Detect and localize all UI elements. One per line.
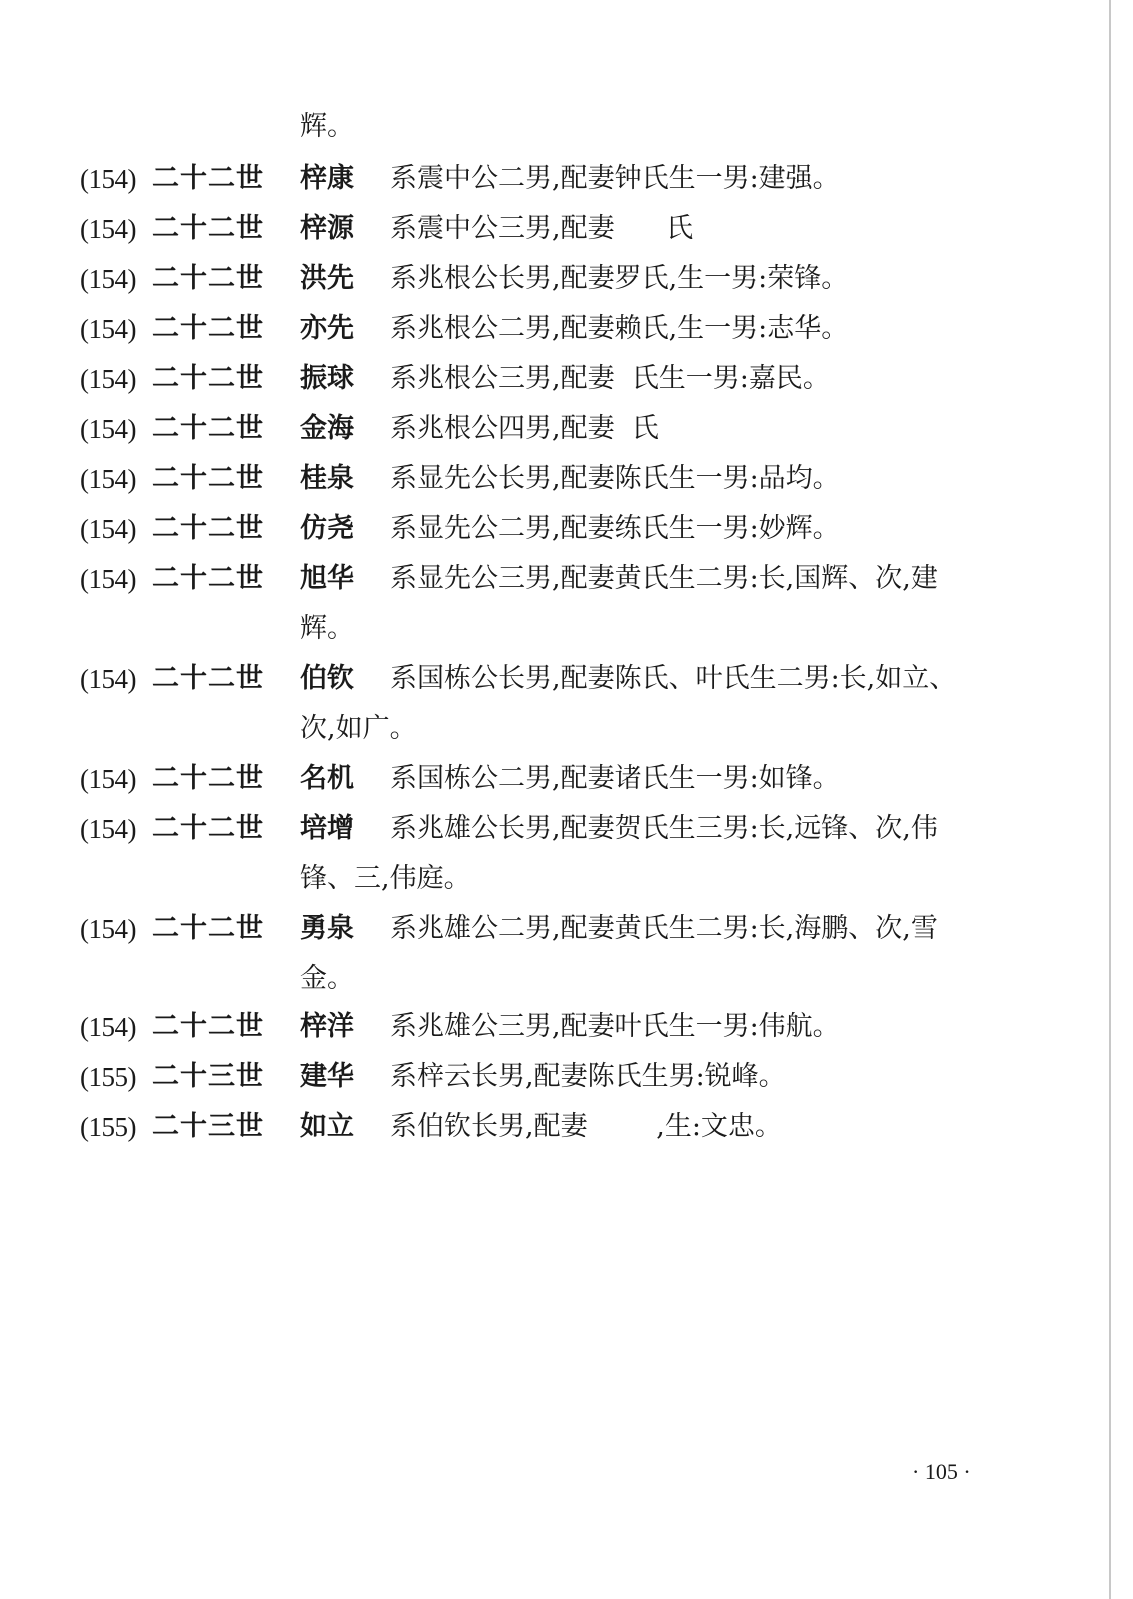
entry-generation: 二十二世 (152, 163, 264, 194)
entry-person-name: 亦先 (300, 313, 354, 344)
entry-description: 系伯钦长男,配妻 ,生:文忠。 (390, 1111, 782, 1142)
entry-person-name: 仿尧 (300, 513, 354, 544)
entry-description-continued: 金。 (300, 963, 354, 994)
page-number: · 105 · (912, 1459, 971, 1484)
entry-description: 系显先公二男,配妻练氏生一男:妙辉。 (390, 513, 840, 544)
entry-description: 系兆根公二男,配妻赖氏,生一男:志华。 (390, 313, 849, 344)
entry-person-name: 梓康 (300, 163, 354, 194)
entry-description: 系兆雄公长男,配妻贺氏生三男:长,远锋、次,伟 (390, 813, 938, 844)
entry-generation: 二十二世 (152, 563, 264, 594)
entry-description: 系显先公三男,配妻黄氏生二男:长,国辉、次,建 (390, 563, 938, 594)
entry-person-name: 振球 (300, 363, 354, 394)
entry-number: (154) (80, 914, 136, 944)
entry-number: (154) (80, 414, 136, 444)
entry-generation: 二十二世 (152, 1011, 264, 1042)
entry-number: (154) (80, 314, 136, 344)
entry-number: (154) (80, 564, 136, 594)
entry-description: 系国栋公二男,配妻诸氏生一男:如锋。 (390, 763, 840, 794)
entry-number: (155) (80, 1062, 136, 1092)
entry-generation: 二十二世 (152, 363, 264, 394)
entry-generation: 二十二世 (152, 413, 264, 444)
entry-description: 系兆根公三男,配妻 氏生一男:嘉民。 (390, 363, 830, 394)
entry-generation: 二十二世 (152, 763, 264, 794)
entry-number: (154) (80, 164, 136, 194)
entry-person-name: 梓源 (300, 213, 354, 244)
entry-person-name: 勇泉 (300, 913, 354, 944)
entry-generation: 二十二世 (152, 513, 264, 544)
entry-number: (154) (80, 264, 136, 294)
entry-person-name: 如立 (300, 1111, 354, 1142)
continuation-text: 辉。 (300, 111, 354, 142)
entry-generation: 二十三世 (152, 1061, 264, 1092)
entry-person-name: 金海 (300, 413, 354, 444)
entry-description: 系兆雄公三男,配妻叶氏生一男:伟航。 (390, 1011, 840, 1042)
entry-person-name: 培增 (300, 813, 354, 844)
entry-generation: 二十二世 (152, 263, 264, 294)
entry-number: (154) (80, 814, 136, 844)
entry-person-name: 洪先 (300, 263, 354, 294)
entry-description: 系震中公三男,配妻 氏 (390, 213, 694, 244)
entry-number: (154) (80, 364, 136, 394)
entry-generation: 二十二世 (152, 313, 264, 344)
entry-person-name: 旭华 (300, 563, 354, 594)
entry-person-name: 桂泉 (300, 463, 354, 494)
entry-number: (155) (80, 1112, 136, 1142)
entry-description: 系兆根公长男,配妻罗氏,生一男:荣锋。 (390, 263, 849, 294)
entry-generation: 二十二世 (152, 913, 264, 944)
entry-generation: 二十三世 (152, 1111, 264, 1142)
entry-description: 系兆根公四男,配妻 氏 (390, 413, 659, 444)
entry-generation: 二十二世 (152, 663, 264, 694)
entry-description-continued: 锋、三,伟庭。 (300, 863, 471, 894)
entry-number: (154) (80, 1012, 136, 1042)
entry-number: (154) (80, 214, 136, 244)
entry-number: (154) (80, 664, 136, 694)
entry-number: (154) (80, 464, 136, 494)
entry-generation: 二十二世 (152, 463, 264, 494)
entry-description: 系兆雄公二男,配妻黄氏生二男:长,海鹏、次,雪 (390, 913, 938, 944)
entry-person-name: 名机 (300, 763, 354, 794)
entry-description: 系震中公二男,配妻钟氏生一男:建强。 (390, 163, 840, 194)
entry-generation: 二十二世 (152, 813, 264, 844)
entry-generation: 二十二世 (152, 213, 264, 244)
entry-description-continued: 次,如广。 (300, 713, 417, 744)
entry-person-name: 梓洋 (300, 1011, 354, 1042)
entry-number: (154) (80, 514, 136, 544)
entry-person-name: 建华 (300, 1061, 354, 1092)
entry-person-name: 伯钦 (300, 663, 354, 694)
entry-description: 系梓云长男,配妻陈氏生男:锐峰。 (390, 1061, 786, 1092)
entry-description-continued: 辉。 (300, 613, 354, 644)
entry-number: (154) (80, 764, 136, 794)
entry-description: 系显先公长男,配妻陈氏生一男:品均。 (390, 463, 840, 494)
entry-description: 系国栋公长男,配妻陈氏、叶氏生二男:长,如立、 (390, 663, 957, 694)
